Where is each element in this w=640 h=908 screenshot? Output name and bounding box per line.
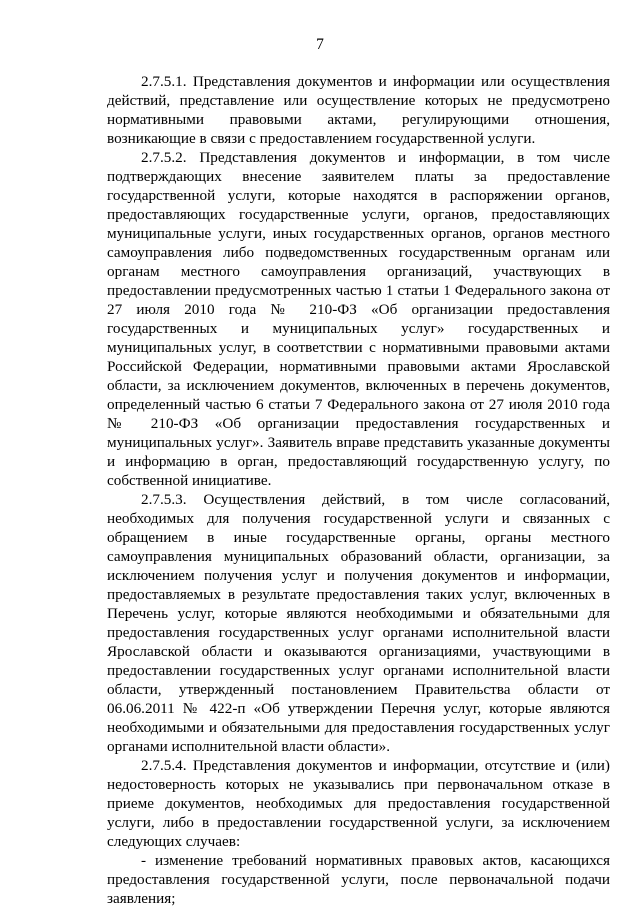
page-number: 7 — [316, 36, 324, 53]
paragraph-2-7-5-4: 2.7.5.4. Представления документов и информации, отсутствие и (или) недостоверность которых не указывались при первоначальном отказе в приеме документов, необходимых для предоставления государственной услуги, либо в предоставлении государственной услуги, за исключением следующих случаев: — [107, 757, 610, 850]
document-body — [107, 72, 610, 908]
paragraph-2-7-5-1: 2.7.5.1. Представления документов и информации или осуществления действий, представление или осуществление которых не предусмотрено нормативными правовыми актами, регулирующими отношения, возникающие в связи с предоставлением государственной услуги. — [107, 73, 610, 147]
paragraph-2-7-5-2: 2.7.5.2. Представления документов и информации, в том числе подтверждающих внесение заявителем платы за предоставление государственной услуги, которые находятся в распоряжении органов, предоставляющих государственные услуги, органов, предоставляющих муниципальные услуги, иных государственных органов, органов местного самоуправления либо подведомственных государственным органам или органам местного самоуправления организаций, участвующих в предоставлении предусмотренных частью 1 статьи 1 Федерального закона от 27 июля 2010 года № 210-ФЗ «Об организации предоставления государственных и муниципальных услуг» государственных и муниципальных услуг, в соответствии с нормативными правовыми актами Российской Федерации, нормативными правовыми актами Ярославской области, за исключением документов, включенных в перечень документов, определенный частью 6 статьи 7 Федерального закона от 27 июля 2010 года № 210-ФЗ «Об организации предоставления государственных и муниципальных услуг». Заявитель вправе представить указанные документы и информацию в орган, предоставляющий государственную услугу, по собственной инициативе. — [107, 149, 610, 489]
list-item-exception: - изменение требований нормативных правовых актов, касающихся предоставления государственной услуги, после первоначальной подачи заявления; — [107, 852, 610, 907]
paragraph-2-7-5-3: 2.7.5.3. Осуществления действий, в том числе согласований, необходимых для получения государственной услуги и связанных с обращением в иные государственные органы, органы местного самоуправления муниципальных образований области, организации, за исключением получения услуг и получения документов и информации, предоставляемых в результате предоставления таких услуг, включенных в Перечень услуг, которые являются необходимыми и обязательными для предоставления государственных услуг органами исполнительной власти Ярославской области и оказываются организациями, участвующими в предоставлении государственных услуг органами исполнительной власти области, утвержденный постановлением Правительства области от 06.06.2011 № 422-п «Об утверждении Перечня услуг, которые являются необходимыми и обязательными для предоставления государственных услуг органами исполнительной власти области». — [107, 491, 610, 755]
